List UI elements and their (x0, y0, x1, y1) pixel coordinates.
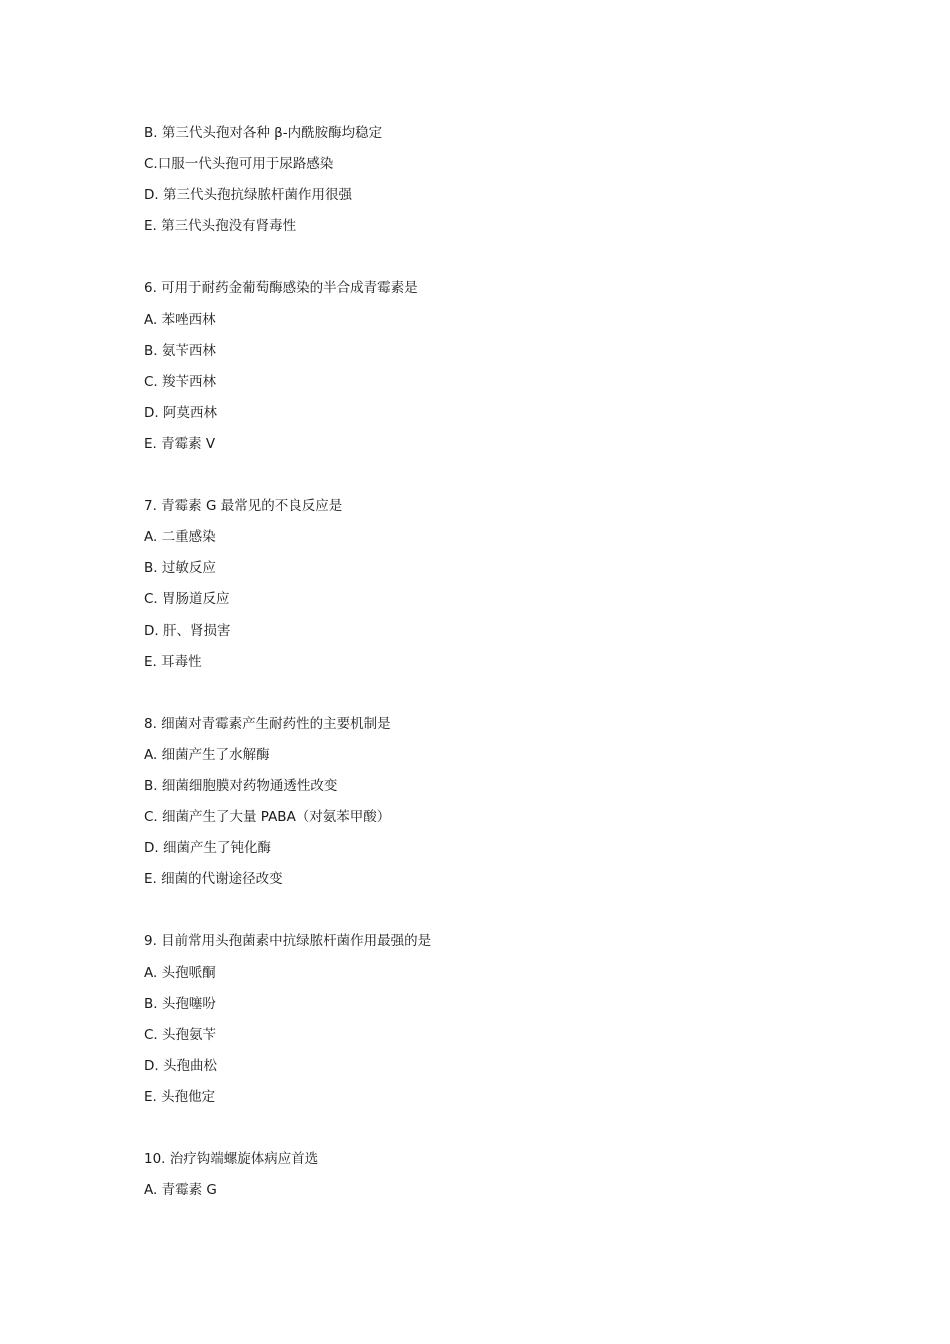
option-line: B. 头孢噻吩 (144, 995, 216, 1012)
option-line: E. 青霉素 V (144, 435, 216, 452)
option-line: E. 细菌的代谢途径改变 (144, 871, 283, 888)
option-line: E. 头孢他定 (144, 1088, 216, 1105)
question-line: 8. 细菌对青霉素产生耐药性的主要机制是 (144, 715, 391, 732)
question-list (144, 118, 844, 1206)
option-line: A. 头孢哌酮 (144, 964, 216, 981)
option-line: A. 青霉素 G (144, 1182, 217, 1199)
spacer (144, 678, 844, 709)
option-line: E. 耳毒性 (144, 653, 202, 670)
question-line: 7. 青霉素 G 最常见的不良反应是 (144, 498, 343, 515)
question-line: 9. 目前常用头孢菌素中抗绿脓杆菌作用最强的是 (144, 933, 432, 950)
option-line: A. 二重感染 (144, 529, 216, 546)
spacer (144, 895, 844, 926)
option-line: D. 头孢曲松 (144, 1057, 217, 1074)
spacer (144, 1113, 844, 1144)
option-line: A. 苯唑西林 (144, 311, 216, 328)
option-line: D. 阿莫西林 (144, 404, 217, 421)
option-line: C. 胃肠道反应 (144, 591, 230, 608)
option-line: D. 肝、肾损害 (144, 622, 231, 639)
option-line: E. 第三代头孢没有肾毒性 (144, 218, 297, 235)
option-line: D. 细菌产生了钝化酶 (144, 840, 271, 857)
option-line: C. 羧苄西林 (144, 373, 217, 390)
option-line: B. 过敏反应 (144, 560, 216, 577)
option-line: C. 头孢氨苄 (144, 1026, 217, 1043)
option-line: C. 细菌产生了大量 PABA（对氨苯甲酸） (144, 809, 391, 826)
option-line: A. 细菌产生了水解酶 (144, 746, 270, 763)
option-line: B. 细菌细胞膜对药物通透性改变 (144, 777, 338, 794)
question-line: 6. 可用于耐药金葡萄酶感染的半合成青霉素是 (144, 280, 418, 297)
option-line: B. 第三代头孢对各种 β-内酰胺酶均稳定 (144, 125, 383, 141)
option-line: C.口服一代头孢可用于尿路感染 (144, 156, 334, 173)
option-line: D. 第三代头孢抗绿脓杆菌作用很强 (144, 187, 352, 204)
spacer (144, 242, 844, 273)
spacer (144, 460, 844, 491)
question-line: 10. 治疗钩端螺旋体病应首选 (144, 1151, 319, 1168)
option-line: B. 氨苄西林 (144, 342, 216, 359)
